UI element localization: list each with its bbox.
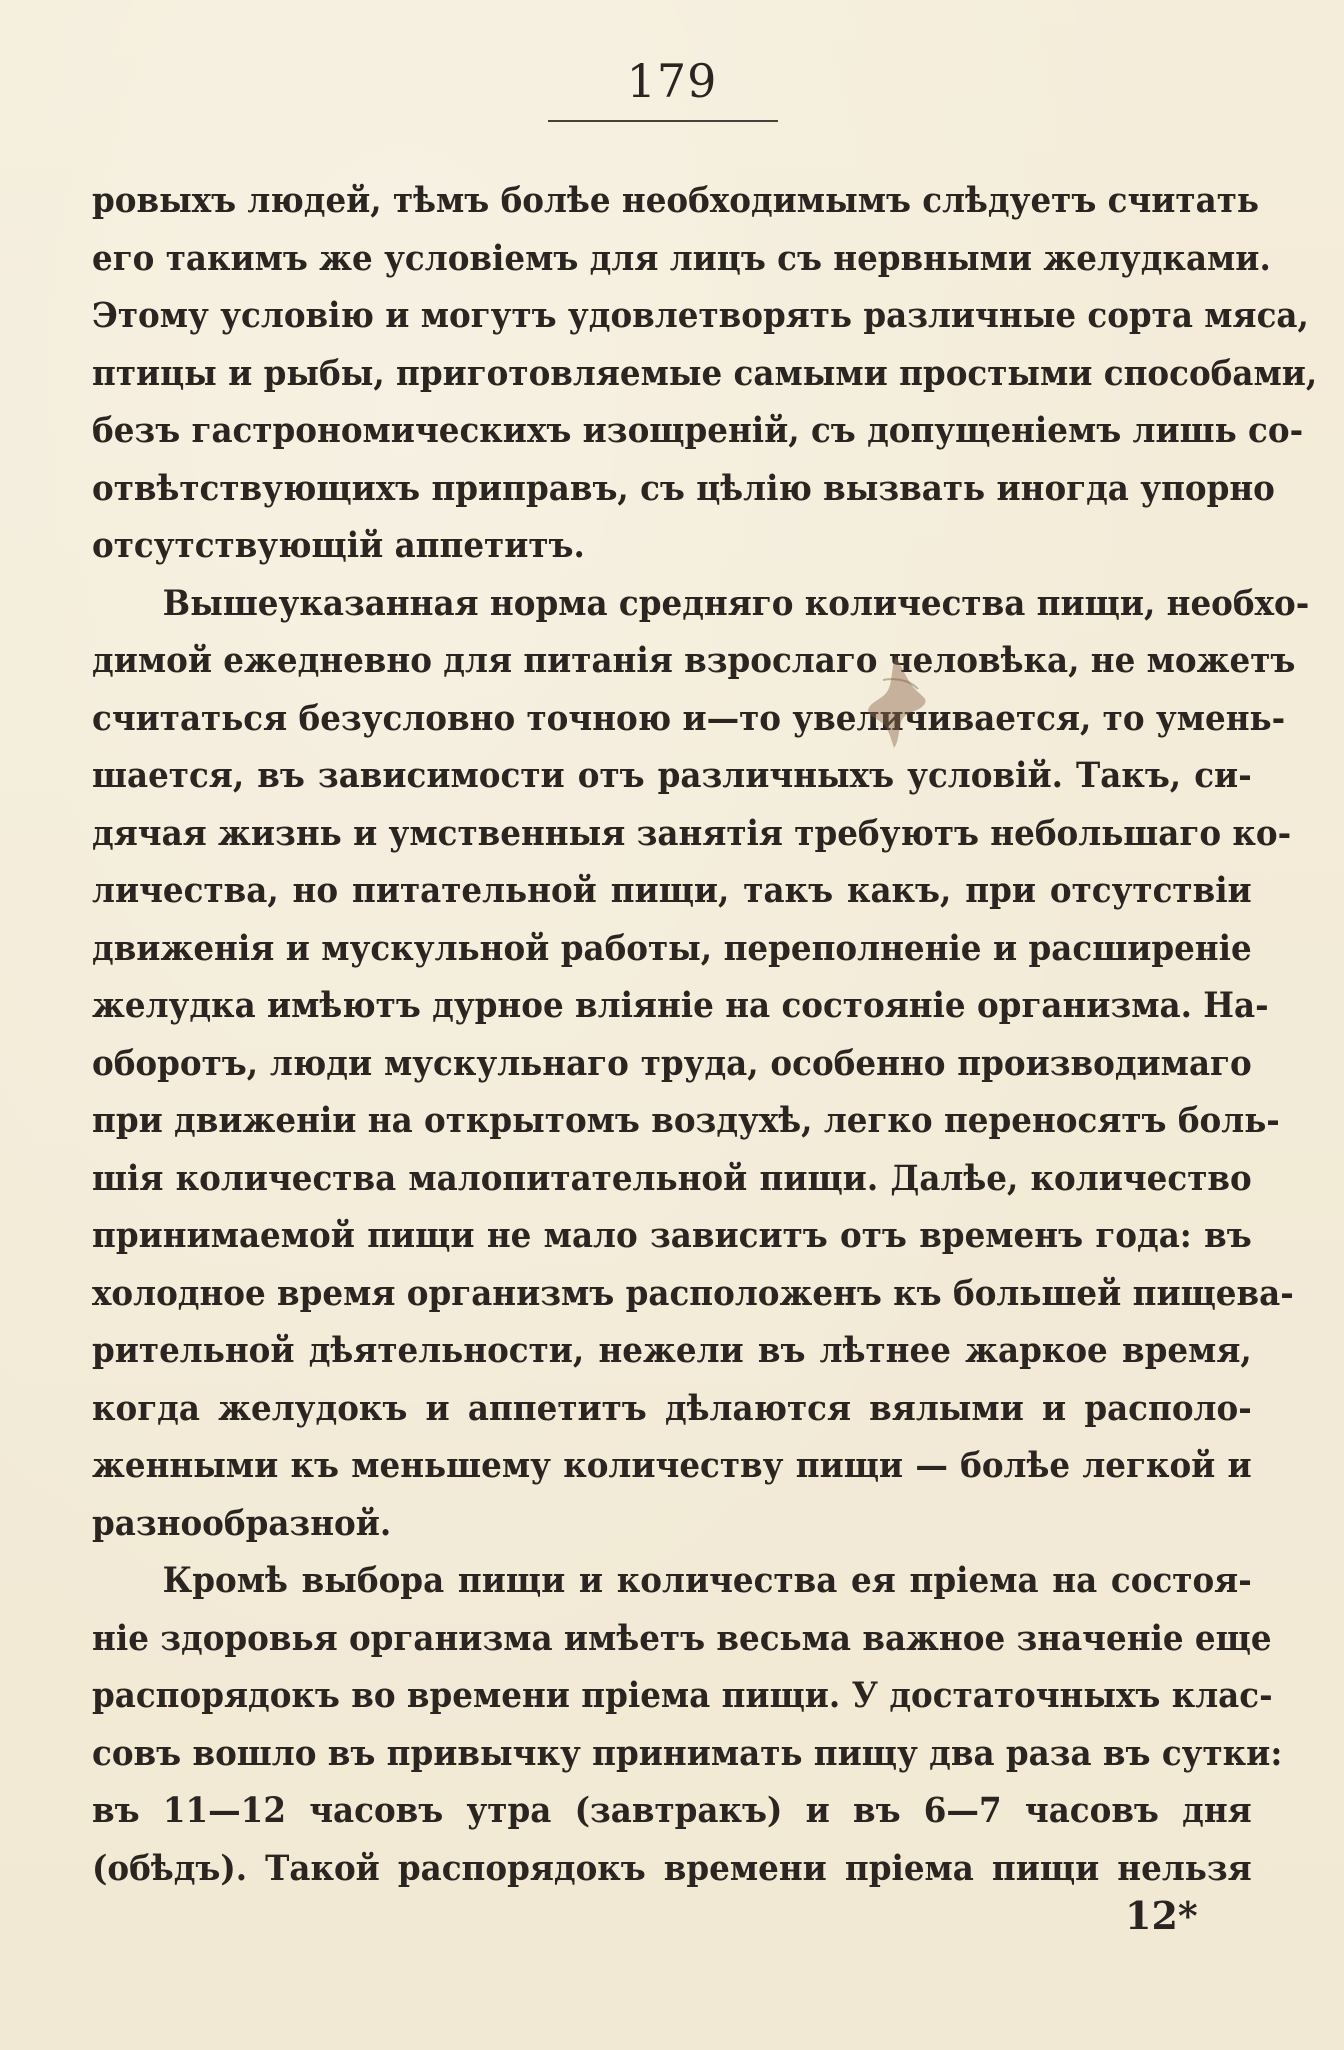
text-line: рительной дѣятельности, нежели въ лѣтнее жаркое время, [92,1330,1252,1371]
text-line: холодное время организмъ расположенъ къ большей пищева- [92,1272,1294,1314]
text-line: личества, но питательной пищи, такъ какъ, при отсутствіи [92,870,1252,911]
text-line: въ 11—12 часовъ утра (завтракъ) и въ 6—7 часовъ дня [92,1790,1252,1831]
text-line: отвѣтствующихъ приправъ, съ цѣлію вызвать иногда упорно [92,467,1275,509]
text-line: движенія и мускульной работы, переполненіе и расширеніе [92,927,1252,969]
body-text [92,172,1318,1897]
header-rule [548,120,778,122]
text-line: разнообразной. [92,1502,392,1544]
text-line: его такимъ же условіемъ для лицъ съ нервными желудками. [92,237,1271,279]
text-line: дячая жизнь и умственныя занятія требуютъ небольшаго ко- [92,812,1292,854]
signature-mark: 12* [1125,1893,1198,1938]
text-line: Этому условію и могутъ удовлетворять различные сорта мяса, [92,295,1309,336]
text-line: когда желудокъ и аппетитъ дѣлаются вялыми и располо- [92,1387,1252,1429]
text-line: ніе здоровья организма имѣетъ весьма важное значеніе еще [92,1617,1272,1659]
paragraph-3 [92,1552,1283,1897]
text-line: при движеніи на открытомъ воздухѣ, легко переносятъ боль- [92,1100,1280,1141]
text-line: желудка имѣютъ дурное вліяніе на состояніе организма. На- [92,985,1269,1026]
text-line: шія количества малопитательной пищи. Далѣе, количество [92,1157,1252,1199]
paragraph-2 [92,575,1310,1553]
text-line: Вышеуказанная норма средняго количества пищи, необхо- [162,582,1310,624]
text-line: ровыхъ людей, тѣмъ болѣе необходимымъ слѣдуетъ считать [92,180,1259,221]
text-line: совъ вошло въ привычку принимать пищу два раза въ сутки: [92,1732,1283,1774]
text-line: шается, въ зависимости отъ различныхъ условій. Такъ, си- [92,755,1252,796]
text-line: принимаемой пищи не мало зависитъ отъ временъ года: въ [92,1215,1252,1256]
text-line: оборотъ, люди мускульнаго труда, особенно производимаго [92,1042,1252,1084]
text-line: считаться безусловно точною и—то увеличивается, то умень- [92,697,1286,739]
text-line: безъ гастрономическихъ изощреній, съ допущеніемъ лишь со- [92,410,1304,451]
text-line: женными къ меньшему количеству пищи — болѣе легкой и [92,1445,1252,1486]
text-line: распорядокъ во времени пріема пищи. У достаточныхъ клас- [92,1675,1273,1716]
text-line: Кромѣ выбора пищи и количества ея пріема на состоя- [162,1560,1252,1601]
text-line: димой ежедневно для питанія взрослаго человѣка, не можетъ [92,640,1296,681]
text-line: (обѣдъ). Такой распорядокъ времени пріема пищи нельзя [92,1847,1252,1889]
paragraph-1 [92,172,1318,575]
text-line: отсутствующій аппетитъ. [92,525,585,566]
page-number: 179 [626,54,718,108]
text-line: птицы и рыбы, приготовляемые самыми простыми способами, [92,352,1318,394]
